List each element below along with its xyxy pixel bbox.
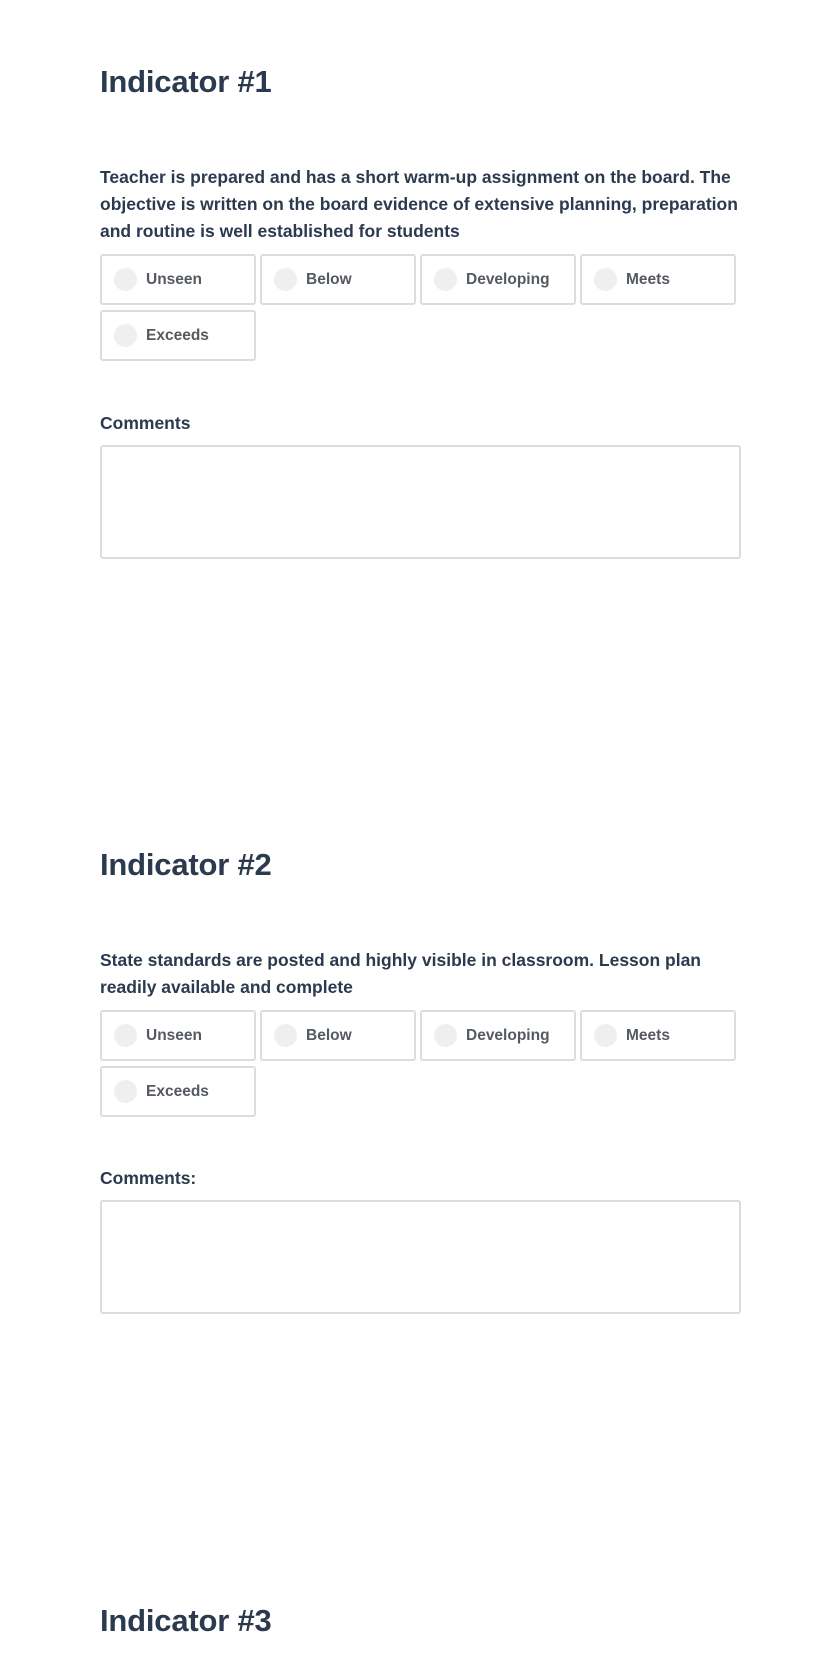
comments-label: Comments bbox=[100, 413, 191, 433]
indicator-question: Teacher is prepared and has a short warm-up assignment on the board. The objective is written on the board evidence of extensive planning, preparation and routine is well established for students bbox=[100, 167, 738, 241]
rating-option-label: Exceeds bbox=[146, 1083, 209, 1100]
rating-option-label: Meets bbox=[626, 1027, 670, 1044]
rating-option-developing[interactable] bbox=[420, 254, 576, 305]
rating-option-label: Exceeds bbox=[146, 327, 209, 344]
radio-button-icon[interactable] bbox=[274, 1024, 297, 1047]
rating-option-below[interactable] bbox=[260, 254, 416, 305]
rating-option-below[interactable] bbox=[260, 1010, 416, 1061]
rating-option-unseen[interactable] bbox=[100, 254, 256, 305]
radio-button-icon[interactable] bbox=[434, 1024, 457, 1047]
rating-option-label: Below bbox=[306, 1027, 352, 1044]
indicator-question: State standards are posted and highly visible in classroom. Lesson plan readily available and complete bbox=[100, 950, 701, 997]
rating-option-label: Developing bbox=[466, 1027, 550, 1044]
radio-button-icon[interactable] bbox=[594, 268, 617, 291]
rating-option-meets[interactable] bbox=[580, 254, 736, 305]
rating-option-exceeds[interactable] bbox=[100, 1066, 256, 1117]
rating-option-label: Meets bbox=[626, 271, 670, 288]
rating-option-meets[interactable] bbox=[580, 1010, 736, 1061]
radio-button-icon[interactable] bbox=[114, 324, 137, 347]
rating-option-developing[interactable] bbox=[420, 1010, 576, 1061]
rating-option-label: Developing bbox=[466, 271, 550, 288]
radio-button-icon[interactable] bbox=[114, 1080, 137, 1103]
comments-label: Comments: bbox=[100, 1168, 197, 1188]
rating-option-exceeds[interactable] bbox=[100, 310, 256, 361]
radio-button-icon[interactable] bbox=[434, 268, 457, 291]
radio-button-icon[interactable] bbox=[114, 268, 137, 291]
radio-button-icon[interactable] bbox=[114, 1024, 137, 1047]
rating-option-label: Unseen bbox=[146, 1027, 202, 1044]
radio-button-icon[interactable] bbox=[594, 1024, 617, 1047]
rating-option-label: Below bbox=[306, 271, 352, 288]
indicator-title: Indicator #3 bbox=[100, 1603, 272, 1638]
radio-button-icon[interactable] bbox=[274, 268, 297, 291]
indicator-title: Indicator #2 bbox=[100, 847, 272, 882]
comments-textarea[interactable] bbox=[100, 445, 741, 559]
rating-option-unseen[interactable] bbox=[100, 1010, 256, 1061]
rating-option-label: Unseen bbox=[146, 271, 202, 288]
indicator-title: Indicator #1 bbox=[100, 64, 272, 99]
comments-textarea[interactable] bbox=[100, 1200, 741, 1314]
